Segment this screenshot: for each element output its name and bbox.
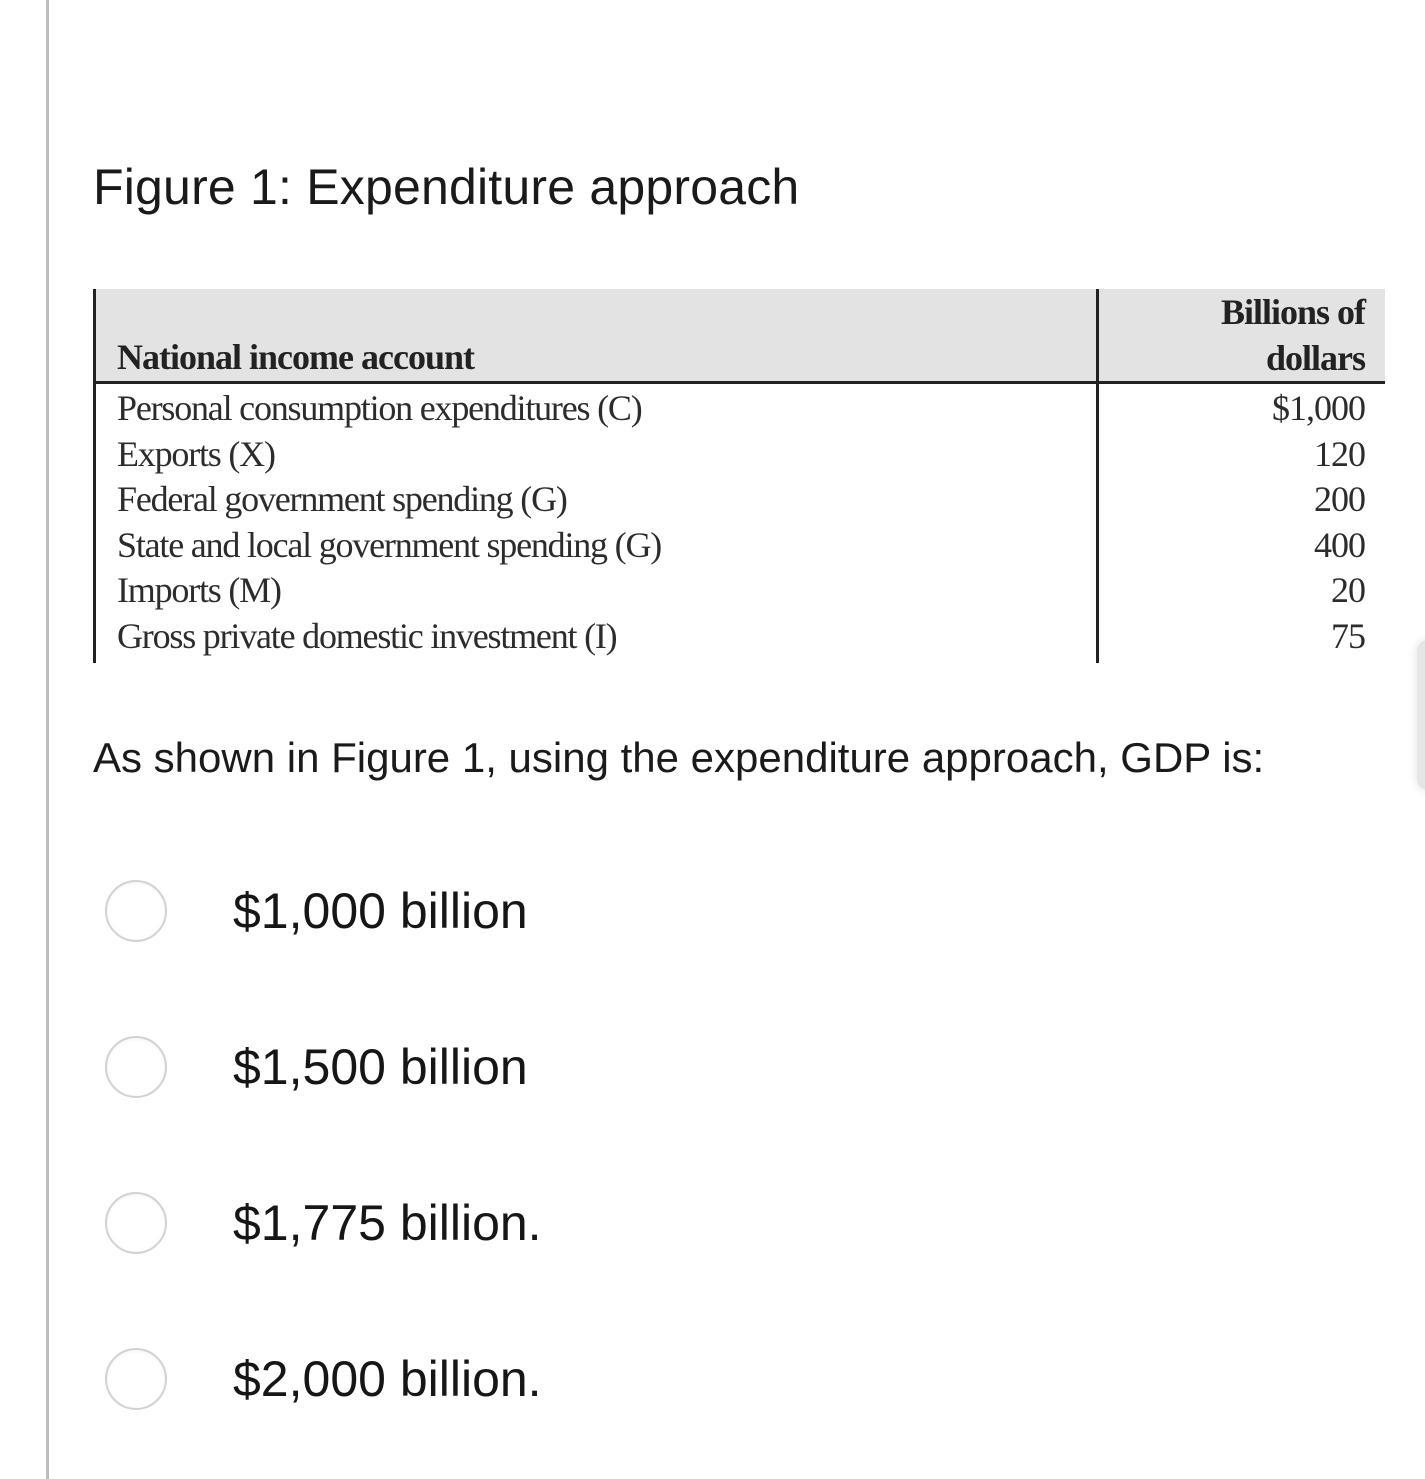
answer-option-3[interactable] — [100, 1188, 800, 1258]
table-body — [93, 386, 1385, 659]
row-value: 400 — [1314, 524, 1365, 565]
row-label: State and local government spending (G) — [117, 524, 662, 565]
row-label: Personal consumption expenditures (C) — [117, 388, 642, 428]
table-row — [93, 568, 1385, 614]
radio-button[interactable] — [105, 880, 167, 942]
row-label: Exports (X) — [117, 433, 275, 474]
answer-option-label[interactable]: $1,000 billion — [233, 883, 528, 939]
question-text: As shown in Figure 1, using the expenditure approach, GDP is: — [93, 734, 1265, 781]
row-value: 20 — [1331, 570, 1365, 610]
radio-button[interactable] — [105, 1036, 167, 1098]
left-border-rule — [46, 0, 49, 1479]
header-value-label — [1145, 289, 1365, 381]
answer-option-4[interactable] — [100, 1344, 800, 1414]
answer-option-1[interactable] — [100, 876, 800, 946]
row-value: 75 — [1331, 615, 1365, 656]
header-value-label-line2: dollars — [1265, 338, 1365, 378]
answer-option-label[interactable]: $1,775 billion. — [233, 1195, 542, 1251]
row-value: $1,000 — [1272, 388, 1365, 428]
radio-button[interactable] — [105, 1192, 167, 1254]
table-row — [93, 386, 1385, 432]
header-value-label-line1: Billions of — [1220, 292, 1365, 332]
figure-table — [93, 289, 1385, 663]
scroll-edge-shadow — [1417, 640, 1425, 790]
figure-title: Figure 1: Expenditure approach — [93, 159, 800, 215]
answer-option-label[interactable]: $1,500 billion — [233, 1039, 528, 1095]
row-label: Federal government spending (G) — [117, 479, 567, 519]
table-row — [93, 432, 1385, 478]
row-value: 120 — [1314, 433, 1365, 474]
radio-button[interactable] — [105, 1348, 167, 1410]
table-row — [93, 614, 1385, 660]
table-row — [93, 523, 1385, 569]
header-account-label: National income account — [117, 337, 474, 377]
row-label: Imports (M) — [117, 570, 281, 610]
answer-option-label[interactable]: $2,000 billion. — [233, 1351, 542, 1407]
row-label: Gross private domestic investment (I) — [117, 615, 617, 656]
answer-option-2[interactable] — [100, 1032, 800, 1102]
row-value: 200 — [1314, 479, 1365, 519]
table-header-divider — [93, 381, 1385, 384]
table-row — [93, 477, 1385, 523]
